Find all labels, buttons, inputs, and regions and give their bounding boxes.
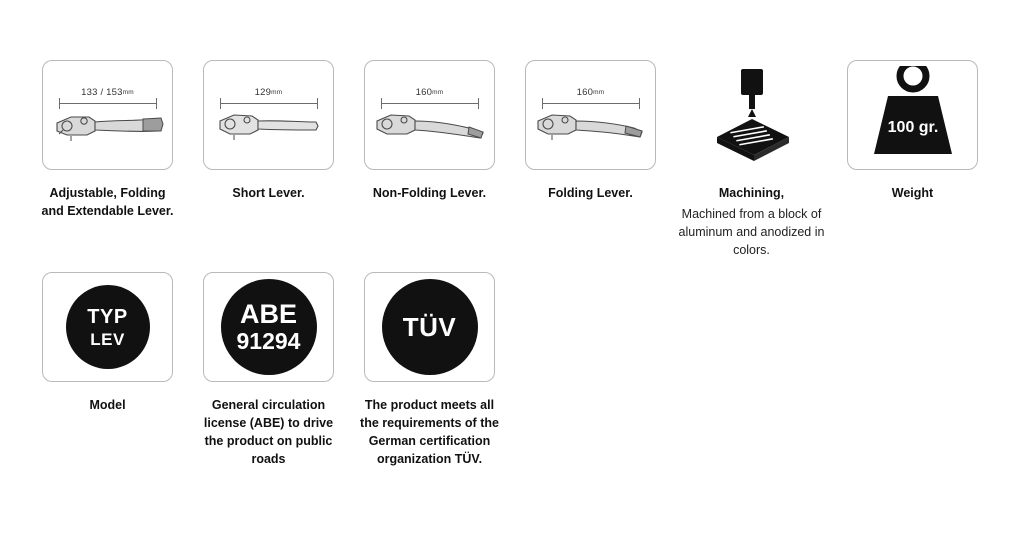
feature-caption: Model	[89, 398, 126, 412]
feature-caption: General circulation license (ABE) to drive the product on public roads	[203, 398, 334, 467]
abe-badge	[221, 279, 317, 375]
lever-shape	[534, 107, 648, 153]
feature-item-model	[42, 272, 173, 414]
dimension-label: 160mm	[415, 87, 444, 98]
feature-caption: Weight	[891, 186, 934, 200]
machining-illustration-frame	[686, 60, 817, 170]
feature-caption: Non-Folding Lever.	[372, 186, 487, 200]
lever-diagram-icon	[49, 69, 167, 161]
dimension-line	[59, 103, 157, 104]
feature-row-2	[42, 272, 525, 469]
lever-diagram-icon	[371, 69, 489, 161]
feature-item-short-lever	[203, 60, 334, 202]
abe-badge-line-2: 91294	[236, 328, 301, 354]
feature-item-folding-lever	[525, 60, 656, 202]
model-badge	[66, 285, 150, 369]
feature-item-tuv-certification	[360, 272, 499, 469]
weight-icon	[858, 66, 968, 164]
dimension-label: 129mm	[254, 87, 283, 98]
model-badge-line-2: LEV	[90, 329, 125, 349]
feature-item-machining	[678, 60, 825, 260]
feature-caption: Machining,	[718, 186, 785, 200]
lever-illustration-frame	[42, 60, 173, 170]
tuv-badge-frame	[364, 272, 495, 382]
feature-caption: The product meets all the requirements of the German certification organization TÜV.	[360, 398, 499, 467]
lever-diagram-icon	[210, 69, 328, 161]
feature-item-abe-certification	[203, 272, 334, 469]
dimension-line	[381, 103, 479, 104]
cnc-machining-icon	[697, 65, 807, 165]
lever-illustration-frame	[364, 60, 495, 170]
dimension-line	[220, 103, 318, 104]
lever-shape	[212, 107, 326, 153]
abe-badge-frame	[203, 272, 334, 382]
lever-illustration-frame	[203, 60, 334, 170]
model-badge-frame	[42, 272, 173, 382]
feature-caption: Adjustable, Folding and Extendable Lever.	[41, 186, 174, 219]
dimension-line	[542, 103, 640, 104]
lever-illustration-frame	[525, 60, 656, 170]
tuv-badge-line-1: TÜV	[402, 312, 457, 342]
abe-badge-line-1: ABE	[239, 299, 297, 329]
lever-shape	[51, 107, 165, 153]
lever-shape	[373, 107, 487, 153]
feature-caption: Short Lever.	[232, 186, 305, 200]
dimension-label: 133 / 153mm	[81, 87, 134, 98]
feature-item-adjustable-folding-extendable-lever	[42, 60, 173, 220]
weight-illustration-frame	[847, 60, 978, 170]
feature-item-non-folding-lever	[364, 60, 495, 202]
weight-value-label: 100 gr.	[887, 119, 938, 136]
dimension-label: 160mm	[576, 87, 605, 98]
model-badge-line-1: TYP	[87, 305, 128, 328]
feature-subcaption: Machined from a block of aluminum and anodized in colors.	[678, 207, 825, 258]
tuv-badge	[382, 279, 478, 375]
lever-diagram-icon	[532, 69, 650, 161]
feature-item-weight	[847, 60, 978, 202]
feature-caption: Folding Lever.	[548, 186, 633, 200]
feature-row-1	[42, 60, 1008, 260]
